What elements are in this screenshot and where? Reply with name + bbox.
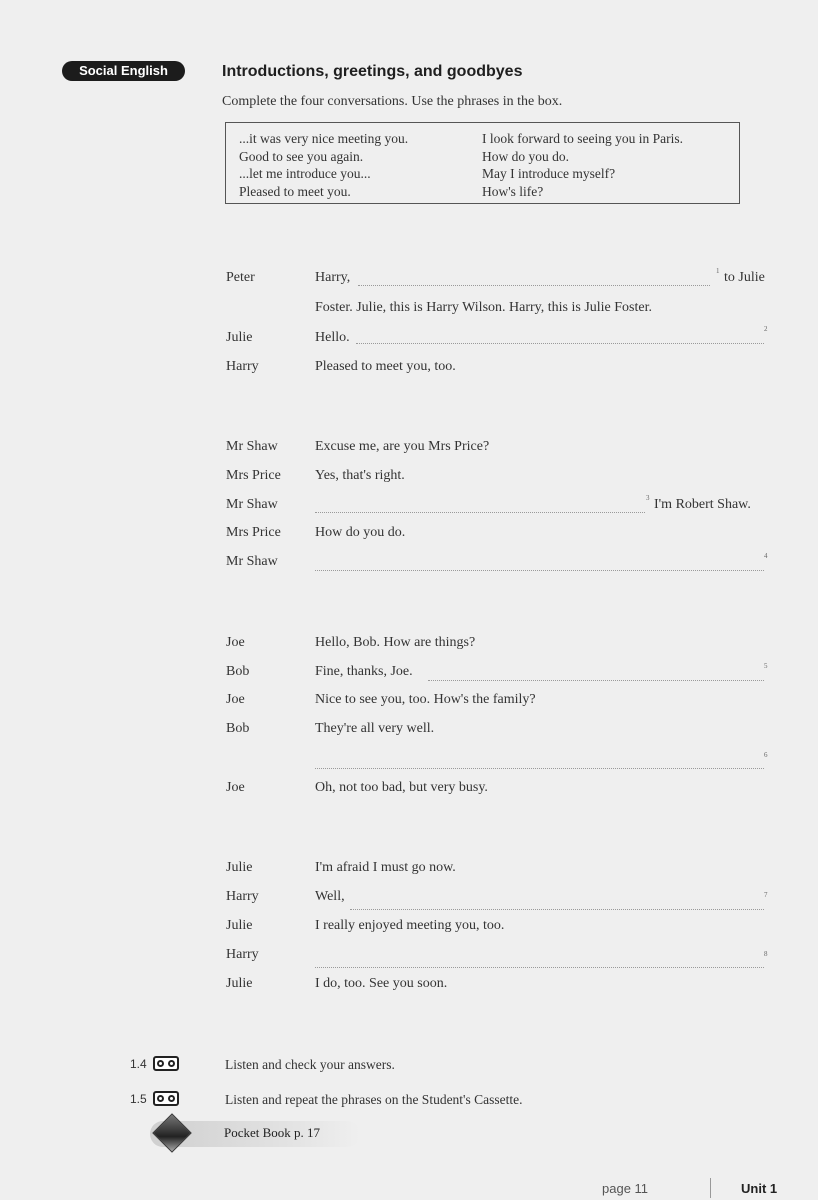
answer-blank-7[interactable]	[350, 909, 764, 910]
unit-label: Unit 1	[741, 1181, 778, 1196]
pocket-book-reference: Pocket Book p. 17	[224, 1125, 321, 1140]
footer-divider	[710, 1178, 711, 1198]
dialogue-line: I'm Robert Shaw.	[654, 497, 751, 512]
answer-blank-5[interactable]	[428, 680, 764, 681]
gap-number: 1	[716, 267, 720, 275]
speaker-name: Joe	[226, 780, 245, 795]
dialogue-line: Pleased to meet you, too.	[315, 359, 456, 374]
phrase-item: ...it was very nice meeting you.	[239, 131, 409, 146]
dialogue-line: Nice to see you, too. How's the family?	[315, 692, 536, 707]
dialogue-line: Yes, that's right.	[315, 468, 405, 483]
phrase-column-right	[482, 130, 683, 200]
phrase-item: Good to see you again.	[239, 148, 364, 164]
phrase-item: How do you do.	[482, 148, 569, 164]
cassette-icon	[153, 1056, 179, 1071]
phrase-item: May I introduce myself?	[482, 166, 616, 181]
speaker-name: Mrs Price	[226, 468, 281, 483]
speaker-name: Peter	[226, 270, 255, 285]
answer-blank-8[interactable]	[315, 967, 764, 968]
answer-blank-6[interactable]	[315, 768, 764, 769]
answer-blank-2[interactable]	[356, 343, 764, 344]
speaker-name: Bob	[226, 664, 250, 679]
phrase-box	[225, 122, 740, 204]
gap-number: 7	[764, 891, 768, 899]
speaker-name: Julie	[226, 330, 253, 345]
dialogue-line: Hello, Bob. How are things?	[315, 635, 476, 650]
phrase-item: Pleased to meet you.	[239, 183, 351, 199]
phrase-column-left	[239, 130, 408, 200]
gap-number: 8	[764, 950, 768, 958]
track-instruction: Listen and check your answers.	[225, 1057, 395, 1072]
dialogue-line: I really enjoyed meeting you, too.	[315, 918, 505, 933]
speaker-name: Mr Shaw	[226, 554, 278, 569]
speaker-name: Joe	[226, 635, 245, 650]
dialogue-line: How do you do.	[315, 525, 406, 540]
phrase-item: ...let me introduce you...	[239, 166, 371, 181]
track-1-5[interactable]	[130, 1091, 179, 1106]
dialogue-line: to Julie	[724, 270, 765, 285]
gap-number: 6	[764, 751, 768, 759]
dialogue-line: Harry,	[315, 270, 351, 285]
dialogue-line: Excuse me, are you Mrs Price?	[315, 439, 490, 454]
section-badge: Social English	[62, 61, 185, 81]
page-number: page 11	[602, 1181, 649, 1196]
answer-blank-1[interactable]	[358, 285, 710, 286]
dialogue-line: They're all very well.	[315, 721, 435, 736]
dialogue-line: Fine, thanks, Joe.	[315, 664, 413, 679]
speaker-name: Joe	[226, 692, 245, 707]
dialogue-line: I'm afraid I must go now.	[315, 860, 456, 875]
speaker-name: Mr Shaw	[226, 497, 278, 512]
page-title: Introductions, greetings, and goodbyes	[222, 63, 523, 80]
speaker-name: Bob	[226, 721, 250, 736]
track-1-4[interactable]	[130, 1056, 179, 1071]
track-number: 1.4	[130, 1056, 147, 1071]
speaker-name: Julie	[226, 918, 253, 933]
answer-blank-4[interactable]	[315, 570, 764, 571]
phrase-item: How's life?	[482, 183, 544, 199]
track-number: 1.5	[130, 1091, 147, 1106]
instruction-text: Complete the four conversations. Use the phrases in the box.	[222, 94, 563, 109]
speaker-name: Harry	[226, 889, 259, 904]
speaker-name: Julie	[226, 860, 253, 875]
speaker-name: Harry	[226, 359, 259, 374]
gap-number: 2	[764, 325, 768, 333]
dialogue-line: I do, too. See you soon.	[315, 976, 448, 991]
phrase-item: I look forward to seeing you in Paris.	[482, 131, 683, 146]
dialogue-line: Foster. Julie, this is Harry Wilson. Harry, this is Julie Foster.	[315, 300, 652, 315]
speaker-name: Julie	[226, 976, 253, 991]
gap-number: 3	[646, 494, 650, 502]
dialogue-line: Hello.	[315, 330, 350, 345]
gap-number: 5	[764, 662, 768, 670]
gap-number: 4	[764, 552, 768, 560]
track-instruction: Listen and repeat the phrases on the Student's Cassette.	[225, 1092, 523, 1107]
dialogue-line: Oh, not too bad, but very busy.	[315, 780, 488, 795]
cassette-icon	[153, 1091, 179, 1106]
speaker-name: Mr Shaw	[226, 439, 278, 454]
answer-blank-3[interactable]	[315, 512, 645, 513]
speaker-name: Harry	[226, 947, 259, 962]
dialogue-line: Well,	[315, 889, 345, 904]
speaker-name: Mrs Price	[226, 525, 281, 540]
